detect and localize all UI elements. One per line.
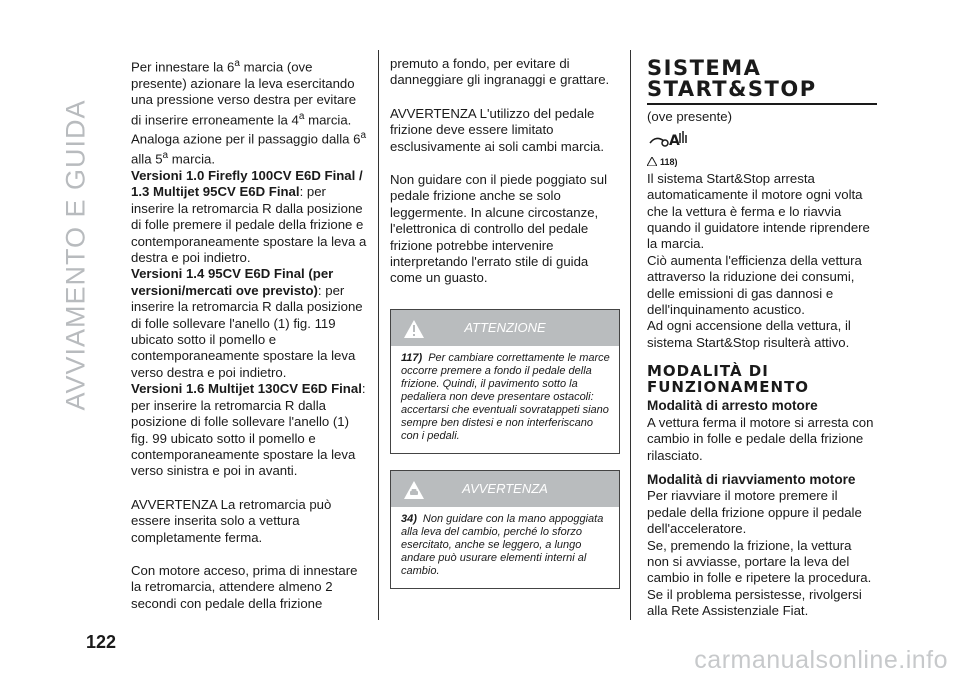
paragraph-version-2: Versioni 1.4 95CV E6D Final (per versioni/mercati ove previsto): per inserire la retromarcia R dalla posizione di folle sollevare l'anello (1) fig. 119 ubicato sotto il pomello e contemporaneamente spostare la leva verso destra e poi indietro.: [131, 266, 363, 380]
watermark: carmanualsonline.info: [694, 646, 948, 674]
heading-engine-stop: Modalità di arresto motore: [647, 398, 818, 414]
chapter-side-title: AVVIAMENTO E GUIDA: [60, 99, 91, 411]
start-stop-icon-row: [647, 131, 877, 153]
paragraph-start-stop-intro: Il sistema Start&Stop arresta automaticamente il motore ogni volta che la vettura è ferma e lo riavvia quando il guidatore intende riprendere la marcia.: [647, 170, 870, 252]
attenzione-header: [391, 310, 619, 346]
paragraph-engine-stop: A vettura ferma il motore si arresta con cambio in folle e pedale della frizione rilasciato.: [647, 414, 874, 463]
paragraph-engine-on: Con motore acceso, prima di innestare la retromarcia, attendere almeno 2 secondi con pedale della frizione: [131, 562, 358, 611]
subsection-title-line1: MODALITÀ DI: [647, 362, 769, 381]
paragraph-version-1: Versioni 1.0 Firefly 100CV E6D Final / 1.3 Multijet 95CV E6D Final: per inserire la retromarcia R dalla posizione di folle premere il pedale della frizione e contemporaneamente spostare la leva a destra e poi indietro.: [131, 168, 367, 266]
start-stop-icon: [647, 129, 691, 153]
paragraph-efficiency: Ciò aumenta l'efficienza della vettura attraverso la riduzione dei consumi, delle emissioni di gas dannosi e dell'inquinamento acustico.: [647, 252, 862, 318]
column-divider: [378, 50, 379, 620]
avvertenza-box: [390, 470, 620, 589]
attenzione-box: [390, 309, 620, 454]
section-title-line1: SISTEMA: [647, 56, 762, 80]
paragraph-always-active: Ad ogni accensione della vettura, il sistema Start&Stop risulterà attivo.: [647, 318, 851, 350]
small-warning-icon: [647, 154, 657, 170]
paragraph-continued: premuto a fondo, per evitare di danneggiare gli ingranaggi e grattare.: [390, 56, 610, 88]
warning-triangle-icon: [403, 317, 425, 353]
car-warning-icon: [403, 478, 425, 514]
paragraph-engine-restart: Per riavviare il motore premere il pedale della frizione oppure il pedale dell'acceleratore.: [647, 488, 862, 537]
column-3: [647, 58, 877, 620]
avvertenza-header: [391, 471, 619, 507]
attenzione-title: ATTENZIONE: [464, 319, 546, 335]
paragraph-restart-procedure: Se, premendo la frizione, la vettura non si avviasse, portare la leva del cambio in folle e ripetere la procedura. Se il problema persistesse, rivolgersi alla Rete Assistenziale Fiat.: [647, 537, 872, 619]
reference-row: [647, 154, 877, 170]
reference-number: 118): [660, 157, 678, 168]
section-subtitle: (ove presente): [647, 109, 733, 124]
attenzione-body: 117) Per cambiare correttamente le marce occorre premere a fondo il pedale della frizione. Quindi, il pavimento sotto la pedaliera non deve presentare ostacoli: accertarsi che eventuali sovratappeti siano sempre ben distesi e non interferiscano con i pedali.: [401, 351, 610, 442]
heading-engine-restart: Modalità di riavviamento motore: [647, 471, 856, 487]
paragraph-avvertenza-clutch: AVVERTENZA L'utilizzo del pedale frizione deve essere limitato esclusivamente ai soli cambi marcia.: [390, 105, 605, 154]
svg-text:A: A: [669, 133, 680, 149]
avvertenza-title: AVVERTENZA: [462, 480, 548, 496]
paragraph-version-3: Versioni 1.6 Multijet 130CV E6D Final: per inserire la retromarcia R dalla posizione di folle sollevare l'anello (1) fig. 99 ubicato sotto il pomello e contemporaneamente spostare la leva verso sinistra e poi in avanti.: [131, 381, 366, 479]
avvertenza-body: 34) Non guidare con la mano appoggiata alla leva del cambio, perché lo sforzo esercitato, anche se leggero, a lungo andare può usurare elementi interni al cambio.: [401, 512, 604, 577]
subsection-title-line2: FUNZIONAMENTO: [647, 378, 810, 397]
page-number: 122: [86, 632, 117, 652]
column-1: [131, 56, 367, 612]
column-2: [390, 56, 620, 589]
column-divider: [630, 50, 631, 620]
paragraph-sixth-gear: Per innestare la 6$^a$ marcia (ove presente) azionare la leva esercitando una pressione verso destra per evitare di inserire erroneamente la 4$^a$ marcia. Analoga azione per il passaggio dalla 6$^a$ alla 5$^a$ marcia.: [131, 58, 367, 167]
section-title-line2: START&STOP: [647, 79, 877, 105]
paragraph-avvertenza-reverse: AVVERTENZA La retromarcia può essere inserita solo a vettura completamente ferma.: [131, 496, 332, 545]
paragraph-no-foot-on-pedal: Non guidare con il piede poggiato sul pedale frizione anche se solo leggermente. In alcune circostanze, l'elettronica di controllo del pedale frizione potrebbe intervenire interpretando l'errato stile di guida come un guasto.: [390, 172, 608, 286]
